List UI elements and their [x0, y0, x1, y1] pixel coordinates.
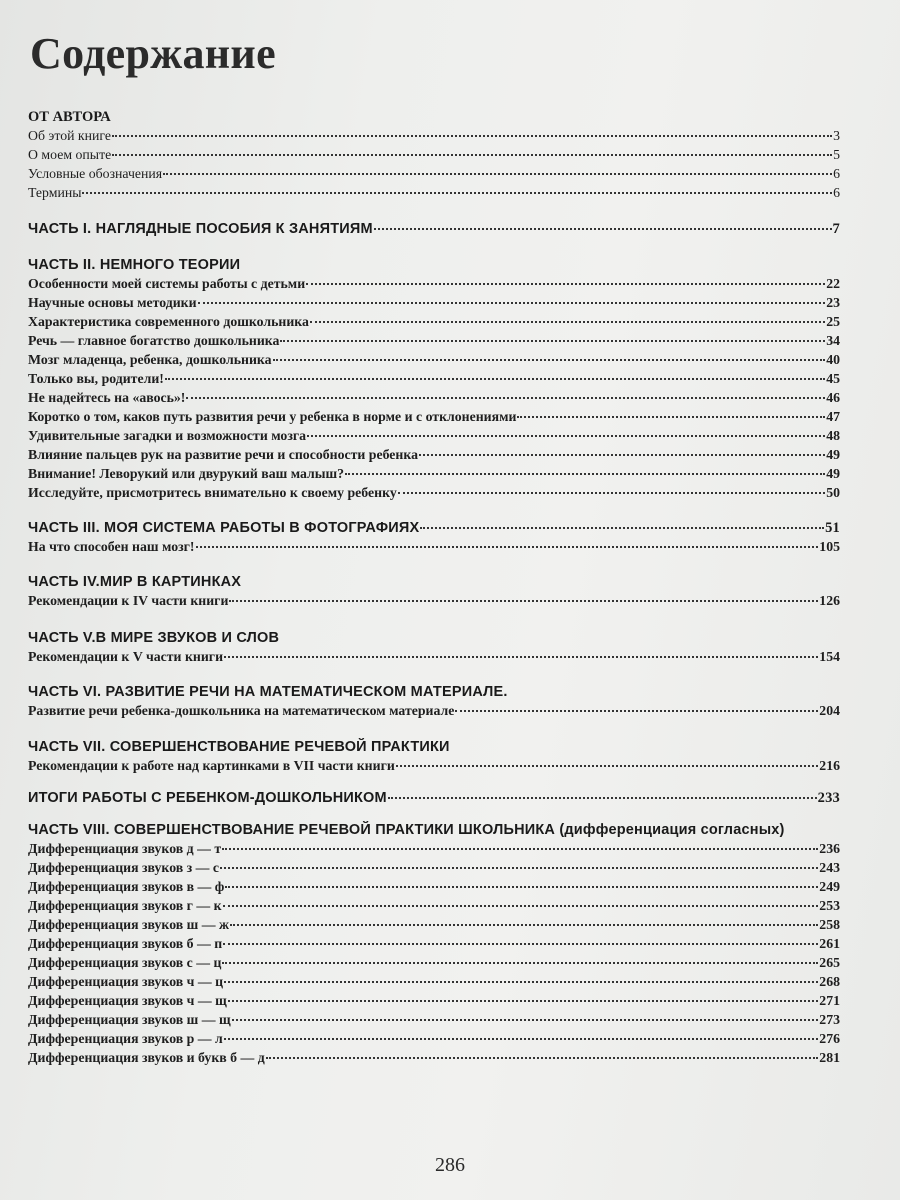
toc-heading-label: ИТОГИ РАБОТЫ С РЕБЕНКОМ-ДОШКОЛЬНИКОМ [28, 790, 387, 806]
toc-entry-page: 46 [826, 390, 840, 405]
toc-entry-page: 22 [826, 276, 840, 291]
toc-entry-label: Мозг младенца, ребенка, дошкольника [28, 352, 272, 367]
toc-section-heading [28, 629, 840, 647]
toc-entry-page: 276 [819, 1031, 840, 1046]
toc-entry-label: На что способен наш мозг! [28, 539, 195, 554]
toc-entry-label: Рекомендации к IV части книги [28, 593, 229, 608]
toc-entry-page: 5 [833, 147, 840, 162]
toc-entry-label: О моем опыте [28, 147, 112, 162]
toc-entry-page: 253 [819, 898, 840, 913]
dot-leader [228, 1000, 819, 1002]
toc-entry[interactable] [28, 934, 840, 953]
toc-entry-label: Дифференциация звуков д — т [28, 841, 222, 856]
toc-heading-label: ЧАСТЬ V.В МИРЕ ЗВУКОВ И СЛОВ [28, 630, 280, 646]
toc-section [28, 629, 840, 666]
toc-entry[interactable] [28, 896, 840, 915]
toc-section-heading [28, 573, 840, 591]
toc-section [28, 220, 840, 238]
page-title: Содержание [30, 29, 276, 78]
dot-leader [229, 600, 818, 602]
toc-entry-page: 105 [819, 539, 840, 554]
toc-entry-label: Внимание! Леворукий или двурукий ваш малыш? [28, 466, 345, 481]
dot-leader [420, 527, 824, 529]
toc-entry[interactable] [28, 293, 840, 312]
toc-heading-page: 7 [832, 221, 840, 237]
toc-entry-label: Дифференциация звуков ш — ж [28, 917, 230, 932]
toc-entry-page: 216 [819, 758, 840, 773]
dot-leader [112, 154, 832, 156]
dot-leader [222, 962, 818, 964]
toc-section-heading [28, 256, 840, 274]
toc-entry-label: Дифференциация звуков с — ц [28, 955, 222, 970]
toc-entry-page: 261 [819, 936, 840, 951]
dot-leader [223, 943, 818, 945]
dot-leader [186, 397, 825, 399]
toc-entry-label: Не надейтесь на «авось»! [28, 390, 186, 405]
toc-heading-label: ЧАСТЬ II. НЕМНОГО ТЕОРИИ [28, 257, 241, 273]
toc-entry-label: Рекомендации к работе над картинками в VII части книги [28, 758, 395, 773]
page-number: 286 [435, 1154, 465, 1176]
toc-heading-label: ЧАСТЬ III. МОЯ СИСТЕМА РАБОТЫ В ФОТОГРАФИЯХ [28, 520, 420, 536]
toc-entry-label: Дифференциация звуков б — п [28, 936, 223, 951]
toc-section-heading [28, 519, 840, 537]
dot-leader [222, 848, 818, 850]
toc-entry-page: 154 [819, 649, 840, 664]
toc-entry-label: Дифференциация звуков г — к [28, 898, 222, 913]
toc-section-heading [28, 220, 840, 238]
toc-entry[interactable] [28, 164, 840, 183]
toc-entry[interactable] [28, 839, 840, 858]
toc-entry-label: Развитие речи ребенка-дошкольника на математическом материале [28, 703, 455, 718]
toc-section [28, 821, 840, 1067]
toc-entry-page: 273 [819, 1012, 840, 1027]
toc-entry-page: 271 [819, 993, 840, 1008]
dot-leader [388, 797, 817, 799]
toc-section-heading [28, 821, 840, 839]
toc-entry-label: Термины [28, 185, 82, 200]
toc-entry-page: 40 [826, 352, 840, 367]
toc-entry[interactable] [28, 483, 840, 502]
dot-leader [232, 1019, 819, 1021]
toc-entry-page: 249 [819, 879, 840, 894]
dot-leader [273, 359, 826, 361]
dot-leader [310, 321, 825, 323]
toc-entry[interactable] [28, 877, 840, 896]
toc-entry-page: 265 [819, 955, 840, 970]
toc-section-heading [28, 108, 840, 126]
toc-entry[interactable] [28, 426, 840, 445]
toc-section-heading [28, 738, 840, 756]
toc-entry[interactable] [28, 591, 840, 610]
toc-heading-label: ОТ АВТОРА [28, 109, 111, 125]
toc-entry[interactable] [28, 445, 840, 464]
toc-entry-page: 258 [819, 917, 840, 932]
toc-entry-label: Характеристика современного дошкольника [28, 314, 309, 329]
toc-entry[interactable] [28, 756, 840, 775]
toc-entry-label: Научные основы методики [28, 295, 197, 310]
toc-entry[interactable] [28, 312, 840, 331]
toc-entry-label: Дифференциация звуков з — с [28, 860, 220, 875]
toc-entry-page: 45 [826, 371, 840, 386]
toc-entry-page: 281 [819, 1050, 840, 1065]
toc-entry-page: 23 [826, 295, 840, 310]
toc-entry-label: Дифференциация звуков р — л [28, 1031, 223, 1046]
toc-heading-label: ЧАСТЬ VI. РАЗВИТИЕ РЕЧИ НА МАТЕМАТИЧЕСКОМ МАТЕРИАЛЕ. [28, 684, 508, 700]
toc-entry[interactable] [28, 350, 840, 369]
toc-heading-label: ЧАСТЬ I. НАГЛЯДНЫЕ ПОСОБИЯ К ЗАНЯТИЯМ [28, 221, 373, 237]
toc-entry-page: 6 [833, 166, 840, 181]
toc-entry-label: Только вы, родители! [28, 371, 164, 386]
dot-leader [198, 302, 826, 304]
toc-entry-label: Дифференциация звуков ч — щ [28, 993, 227, 1008]
toc-entry-page: 47 [826, 409, 840, 424]
dot-leader [163, 173, 832, 175]
toc-section-heading [28, 789, 840, 807]
toc-entry-label: Условные обозначения [28, 166, 163, 181]
toc-entry[interactable] [28, 537, 840, 556]
toc-entry-label: Речь — главное богатство дошкольника [28, 333, 280, 348]
dot-leader [374, 228, 832, 230]
toc-section [28, 789, 840, 807]
toc-entry[interactable] [28, 647, 840, 666]
toc-section-heading [28, 683, 840, 701]
toc-heading-page: 51 [825, 520, 840, 536]
toc-entry-label: Влияние пальцев рук на развитие речи и способности ребенка [28, 447, 419, 462]
dot-leader [82, 192, 832, 194]
toc-entry-page: 243 [819, 860, 840, 875]
toc-heading-label: ЧАСТЬ IV.МИР В КАРТИНКАХ [28, 574, 242, 590]
dot-leader [224, 1038, 819, 1040]
toc-entry-page: 49 [826, 466, 840, 481]
toc-entry-label: Особенности моей системы работы с детьми [28, 276, 306, 291]
toc-entry-label: Исследуйте, присмотритесь внимательно к своему ребенку [28, 485, 397, 500]
toc-entry-page: 49 [826, 447, 840, 462]
dot-leader [225, 886, 818, 888]
toc-entry-page: 204 [819, 703, 840, 718]
dot-leader [419, 454, 825, 456]
toc-entry[interactable] [28, 701, 840, 720]
dot-leader [112, 135, 832, 137]
toc-entry[interactable] [28, 972, 840, 991]
toc-entry[interactable] [28, 407, 840, 426]
toc-section [28, 519, 840, 556]
dot-leader [280, 340, 825, 342]
toc-entry-label: Дифференциация звуков в — ф [28, 879, 225, 894]
toc-entry[interactable] [28, 464, 840, 483]
dot-leader [517, 416, 825, 418]
dot-leader [224, 656, 818, 658]
toc-section [28, 256, 840, 502]
table-of-contents [28, 108, 840, 1067]
toc-heading-label: ЧАСТЬ VII. СОВЕРШЕНСТВОВАНИЕ РЕЧЕВОЙ ПРАКТИКИ [28, 739, 450, 755]
dot-leader [230, 924, 818, 926]
toc-heading-label: ЧАСТЬ VIII. СОВЕРШЕНСТВОВАНИЕ РЕЧЕВОЙ ПРАКТИКИ ШКОЛЬНИКА (дифференциация согласных) [28, 822, 785, 838]
toc-entry-page: 34 [826, 333, 840, 348]
toc-entry[interactable] [28, 953, 840, 972]
toc-entry[interactable] [28, 388, 840, 407]
dot-leader [396, 765, 819, 767]
dot-leader [266, 1057, 819, 1059]
toc-section [28, 108, 840, 202]
toc-entry[interactable] [28, 145, 840, 164]
dot-leader [345, 473, 825, 475]
dot-leader [223, 905, 819, 907]
dot-leader [307, 435, 825, 437]
dot-leader [220, 867, 818, 869]
toc-entry[interactable] [28, 858, 840, 877]
toc-entry-label: Дифференциация звуков и букв б — д [28, 1050, 265, 1065]
toc-entry[interactable] [28, 183, 840, 202]
toc-entry-label: Коротко о том, каков путь развития речи у ребенка в норме и с отклонениями [28, 409, 517, 424]
toc-entry-page: 268 [819, 974, 840, 989]
dot-leader [224, 981, 818, 983]
dot-leader [306, 283, 825, 285]
toc-entry[interactable] [28, 1029, 840, 1048]
toc-entry[interactable] [28, 126, 840, 145]
toc-section [28, 683, 840, 720]
toc-heading-page: 233 [817, 790, 840, 806]
toc-entry-label: Дифференциация звуков ч — ц [28, 974, 224, 989]
toc-entry-page: 50 [826, 485, 840, 500]
toc-entry-page: 6 [833, 185, 840, 200]
dot-leader [455, 710, 818, 712]
toc-entry[interactable] [28, 331, 840, 350]
toc-entry-page: 3 [833, 128, 840, 143]
toc-entry-page: 48 [826, 428, 840, 443]
toc-entry-page: 25 [826, 314, 840, 329]
toc-entry[interactable] [28, 274, 840, 293]
toc-section [28, 573, 840, 610]
toc-entry[interactable] [28, 1048, 840, 1067]
toc-entry[interactable] [28, 915, 840, 934]
dot-leader [398, 492, 825, 494]
toc-section [28, 738, 840, 775]
toc-entry-label: Рекомендации к V части книги [28, 649, 224, 664]
toc-entry[interactable] [28, 1010, 840, 1029]
toc-entry[interactable] [28, 369, 840, 388]
toc-entry-page: 126 [819, 593, 840, 608]
toc-entry-page: 236 [819, 841, 840, 856]
toc-entry[interactable] [28, 991, 840, 1010]
toc-entry-label: Дифференциация звуков ш — щ [28, 1012, 231, 1027]
toc-entry-label: Об этой книге [28, 128, 112, 143]
dot-leader [196, 546, 819, 548]
dot-leader [165, 378, 825, 380]
toc-entry-label: Удивительные загадки и возможности мозга [28, 428, 307, 443]
